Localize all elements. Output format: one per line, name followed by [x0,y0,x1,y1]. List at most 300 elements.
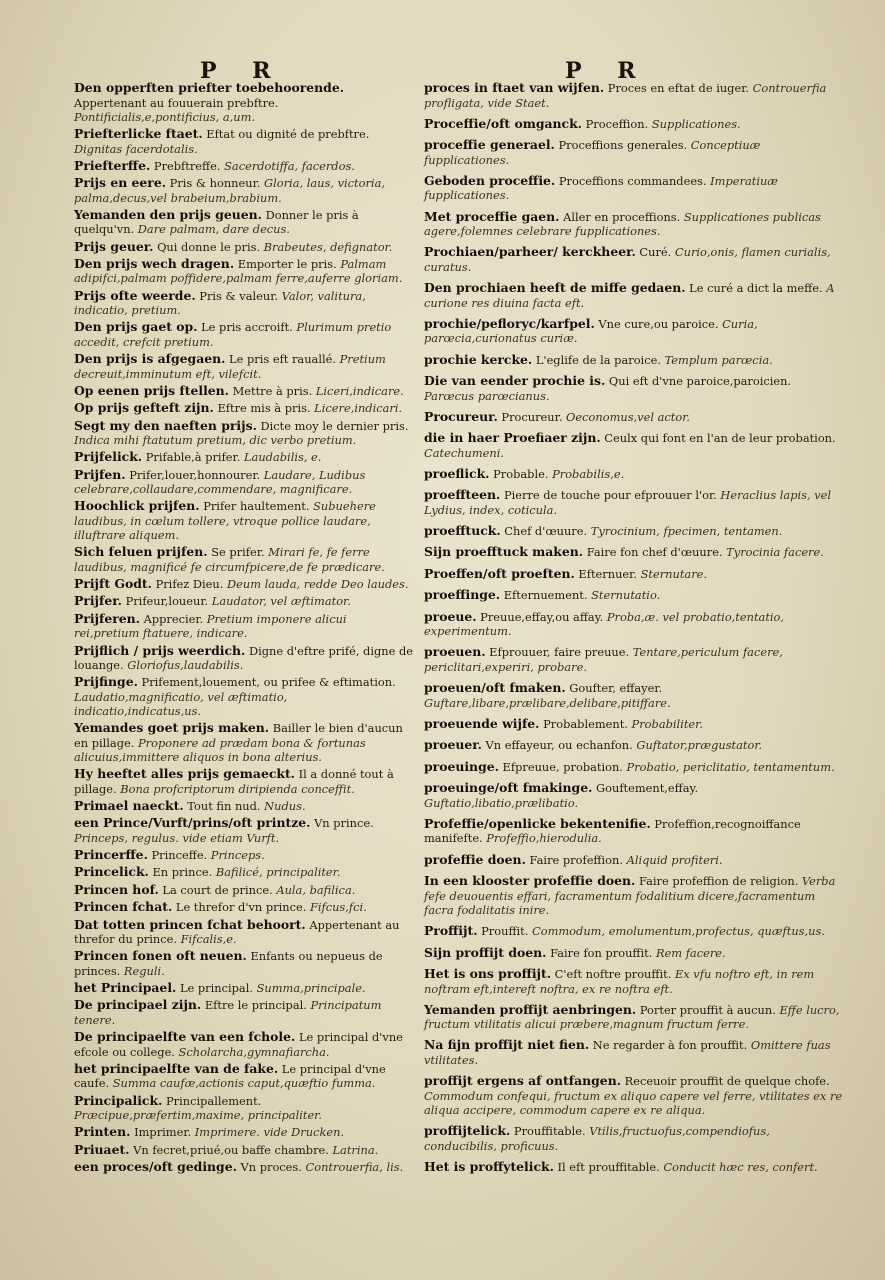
entry-french: Vn proces. [236,1159,302,1174]
dictionary-entry [74,1061,414,1091]
dictionary-entry [74,864,414,880]
entry-latin: Laudabilis, e. [240,450,322,465]
entry-french: Enfants ou nepueus de princes. [74,949,383,978]
dictionary-entry [424,80,844,110]
dictionary-entry [424,587,844,603]
entry-latin: Præcipue,præfertim,maxime, principaliter. [74,1108,322,1123]
entry-french: Prouffitable. [510,1124,586,1139]
entry-french: Vn effayeur, ou echanfon. [481,738,633,753]
entry-french: Le pris eft rauallé. [225,352,336,367]
entry-headword: Prijflich / prijs weerdich. [74,642,246,658]
entry-headword: Den prijs wech dragen. [74,255,235,271]
entry-french: C'eft noftre prouffit. [551,966,672,981]
entry-latin: Liceri,indicare. [312,383,404,398]
entry-latin: Indica mihi ftatutum pretium, dic verbo pretium. [74,433,357,448]
dictionary-entry [424,173,844,203]
dictionary-entry [74,611,414,641]
dictionary-entry [424,1037,844,1067]
entry-french: Pierre de touche pour efprouuer l'or. [500,488,717,503]
entry-headword: Prijs en eere. [74,175,167,191]
dictionary-entry [74,126,414,156]
entry-latin: Dignitas facerdotalis. [74,141,198,156]
entry-headword: Priefterffe. [74,157,151,173]
entry-headword: Proeffen/oft proeften. [424,565,575,581]
entry-latin: Guftator,prægustator. [632,738,763,753]
entry-latin: Guftatio,libatio,prælibatio. [424,795,579,810]
entry-latin: Verba fefe deuouentis effari, facramentum fodalitium dicere,facramentum facra fodalitatis inire. [424,874,836,917]
entry-headword: die in haer Proefiaer zijn. [424,430,601,446]
dictionary-entry [74,576,414,592]
entry-french: Pris & honneur. [166,176,261,191]
entry-french: Le principal d'vne efcole ou college. [74,1030,403,1059]
running-header-left: P R [200,58,285,84]
entry-latin: Catechumeni. [424,445,505,460]
entry-headword: Prijfinge. [74,674,138,690]
dictionary-entry [74,207,414,237]
entry-headword: proeffteen. [424,487,501,503]
entry-latin: Tentare,periculum facere, periclitari,experiri, probare. [424,645,783,675]
entry-french: Il eft prouffitable. [553,1159,660,1174]
entry-latin: Conceptiuæ fupplicationes. [424,138,761,167]
entry-latin: Commodum, emolumentum,profectus, quæftus,us. [528,924,825,939]
entry-headword: een proces/oft gedinge. [74,1158,237,1174]
entry-headword: Prijfen. [74,466,126,482]
entry-headword: proces in ftaet van wijfen. [424,80,605,95]
entry-headword: In een klooster profeffie doen. [424,873,636,889]
dictionary-entry [424,1123,844,1153]
entry-latin: Gloriofus,laudabilis. [123,658,244,673]
entry-latin: Palmam adipifci,palmam poffidere,palmam ferre,auferre gloriam. [74,256,403,286]
entry-french: Prifable,à prifer. [142,450,241,465]
entry-french: Vne cure,ou paroice. [594,316,719,331]
entry-headword: Het is proffytelick. [424,1158,554,1174]
entry-latin: Controuerfia, lis. [301,1159,404,1174]
entry-french: Efprouuer, faire preuue. [485,645,630,660]
dictionary-entry [424,923,844,939]
dictionary-entry [74,917,414,947]
dictionary-entry [424,945,844,961]
entry-latin: Imprimere. vide Drucken. [191,1125,345,1140]
entry-headword: Yemandes goet prijs maken. [74,720,270,736]
entry-headword: Profeffie/openlicke bekentenifie. [424,815,651,831]
entry-headword: De principaelfte van een fchole. [74,1029,296,1045]
entry-latin: Pretium decreuit,imminutum eft, vilefcit. [74,352,386,381]
dictionary-entry [74,1159,414,1175]
entry-french: Appertenant au threfor du prince. [74,917,400,947]
entry-latin: Pretium imponere alicui rei,pretium ftatuere, indicare. [74,611,347,641]
entry-french: Apprecier. [139,611,204,626]
running-header-right: P R [565,58,650,84]
entry-french: Proceffions commandees. [555,173,707,188]
entry-latin: Parœcus parœcianus. [424,388,550,403]
entry-french: Faire fon prouffit. [546,945,653,960]
entry-latin: Supplicationes. [648,116,741,131]
entry-french: Curé. [635,245,672,260]
entry-headword: proceffie generael. [424,137,555,153]
dictionary-entry [74,980,414,996]
entry-headword: Dat totten princen fchat behoort. [74,916,306,932]
entry-headword: Sijn proefftuck maken. [424,544,584,560]
entry-headword: Op prijs gefteft zijn. [74,400,214,416]
right-column [424,80,844,1175]
dictionary-entry [424,316,844,346]
dictionary-entry [424,409,844,425]
entry-latin: Probabiliter. [627,716,703,731]
dictionary-entry [424,680,844,710]
entry-french: Probable. [489,466,549,481]
entry-latin: Proponere ad prædam bona & fortunas alicuius,immittere aliquos in bona alterius. [74,735,366,765]
entry-french: Imprimer. [130,1125,192,1140]
entry-latin: Imperatiuæ fupplicationes. [424,173,778,203]
dictionary-entry [74,158,414,174]
entry-headword: Priefterlicke ftaet. [74,126,203,142]
entry-french: Le threfor d'vn prince. [172,900,307,915]
entry-french: Eftre le principal. [201,998,307,1013]
dictionary-entry [74,467,414,497]
entry-headword: Hoochlick prijfen. [74,498,200,514]
dictionary-entry [74,593,414,609]
entry-french: Efternuement. [500,588,588,603]
entry-french: Goufter, effayer. [565,681,663,696]
entry-headword: Principalick. [74,1092,163,1108]
entry-headword: Den opperften priefter toebehoorende. [74,80,345,95]
entry-headword: proeuende wijfe. [424,715,540,731]
entry-french: Qui eft d'vne paroice,paroicien. [605,373,792,388]
dictionary-entry [424,487,844,517]
dictionary-entry [424,852,844,868]
dictionary-entry [74,1124,414,1140]
entry-headword: proffijtelick. [424,1123,511,1139]
entry-latin: Nudus. [260,798,306,813]
entry-headword: Met proceffie gaen. [424,208,560,224]
entry-headword: Procureur. [424,408,498,424]
entry-latin: Bafilicé, principaliter. [212,865,341,880]
entry-headword: een Prince/Vurft/prins/oft printze. [74,815,311,831]
entry-french: Faire fon chef d'œuure. [583,545,723,560]
entry-latin: Vtilis,fructuofus,compendiofus, conducibilis, proficuus. [424,1124,770,1153]
entry-latin: Summa caufæ,actionis caput,quæftio fumma. [109,1076,376,1091]
entry-latin: Commodum confequi, fructum ex aliquo capere vel ferre, vtilitates ex re aliqua accipere, commodum capere ex re aliqua. [424,1088,843,1118]
entry-french: Preuue,effay,ou affay. [476,609,604,624]
dictionary-entry [424,116,844,132]
entry-french: La court de prince. [158,882,273,897]
dictionary-entry [424,1073,844,1117]
entry-latin: Aula, bafilica. [272,882,356,897]
dictionary-entry [424,1002,844,1032]
entry-french: Efpreuue, probation. [498,759,623,774]
entry-headword: Prijs ofte weerde. [74,287,196,303]
entry-headword: proeffinge. [424,587,501,603]
dictionary-entry [424,759,844,775]
entry-french: Receuoir prouffit de quelque chofe. [621,1074,830,1089]
entry-latin: Plurimum pretio accedit, crefcit pretium. [74,320,392,349]
entry-headword: Die van eender prochie is. [424,372,606,388]
entry-latin: Summa,principale. [252,981,366,995]
entry-headword: Prijfelick. [74,449,143,465]
entry-latin: Bona profcriptorum diripienda conceffit. [116,781,355,796]
entry-headword: Den prijs gaet op. [74,319,198,335]
dictionary-entry [74,847,414,863]
entry-latin: Principatum tenere. [74,998,382,1027]
entry-french: Probablement. [539,716,628,731]
dictionary-entry [74,256,414,286]
dictionary-entry [424,737,844,753]
entry-headword: Geboden proceffie. [424,172,556,188]
entry-headword: Sich feluen prijfen. [74,544,208,560]
entry-latin: Effe lucro, fructum vtilitatis alicui præbere,magnum fructum ferre. [424,1002,840,1032]
entry-latin: Conducit hæc res, confert. [659,1159,818,1174]
dictionary-entry [424,137,844,167]
entry-french: Faire profeffion de religion. [635,874,799,889]
entry-latin: Latrina. [328,1142,379,1157]
dictionary-entry [74,498,414,542]
dictionary-entry [74,948,414,978]
dictionary-entry [74,239,414,255]
entry-latin: Dare palmam, dare decus. [134,222,290,237]
entry-latin: Pontificialis,e,pontificius, a,um. [74,109,256,124]
entry-headword: proeflick. [424,465,490,481]
entry-latin: Curio,onis, flamen curialis, curatus. [424,245,831,274]
entry-headword: proefftuck. [424,523,501,539]
entry-latin: Sternutatio. [587,588,661,603]
entry-headword: Proceffie/oft omganck. [424,115,582,131]
entry-latin: Mirari fe, fe ferre laudibus, magnificé fe circumfpicere,de fe prædicare. [74,545,385,574]
entry-french: Qui donne le pris. [153,239,261,254]
entry-headword: proeuen. [424,644,486,660]
entry-french: Emporter le pris. [234,256,337,271]
entry-headword: Prijfer. [74,593,122,609]
entry-latin: Tyrocinia facere. [722,545,824,560]
entry-headword: proffijt ergens af ontfangen. [424,1073,622,1089]
entry-headword: Yemanden proffijt aenbringen. [424,1001,637,1017]
entry-headword: Op eenen prijs ftellen. [74,382,229,398]
entry-latin: Reguli. [120,963,165,978]
dictionary-entry [74,418,414,448]
entry-headword: proeuinge/oft fmakinge. [424,780,593,796]
entry-french: Principallement. [162,1093,262,1108]
dictionary-entry [74,997,414,1027]
entry-latin: Probabilis,e. [548,466,625,481]
entry-french: En prince. [148,865,213,880]
entry-headword: De principael zijn. [74,997,202,1013]
entry-french: Ne regarder à fon prouffit. [589,1038,748,1053]
entry-headword: Princelick. [74,864,149,880]
entry-latin: Controuerfia profligata, vide Staet. [424,81,827,110]
entry-french: Il a donné tout à pillage. [74,767,394,796]
dictionary-entry [424,644,844,674]
dictionary-entry [74,674,414,718]
dictionary-entry [74,643,414,673]
entry-latin: Valor, valitura, indicatio, pretium. [74,288,366,318]
entry-headword: Prochiaen/parheer/ kerckheer. [424,244,636,260]
entry-latin: Guftare,libare,prælibare,delibare,pitiffare. [424,695,671,710]
entry-latin: Sacerdotiffa, facerdos. [220,158,355,173]
entry-headword: prochie/pefloryc/karfpel. [424,315,595,331]
entry-headword: Princen fchat. [74,899,173,915]
entry-french: Vn prince. [310,816,374,831]
dictionary-entry [74,80,414,124]
entry-latin: Princeps, regulus. vide etiam Vurft. [74,830,280,845]
dictionary-entry [74,544,414,574]
entry-headword: prochie kercke. [424,351,533,367]
entry-headword: Prijferen. [74,610,140,626]
entry-latin: Scholarcha,gymnafiarcha. [174,1044,330,1059]
entry-latin: Oeconomus,vel actor. [562,409,691,424]
entry-french: Dicte moy le dernier pris. [256,418,409,433]
entry-french: Efternuer. [574,566,637,581]
entry-latin: Omittere fuas vtilitates. [424,1038,831,1067]
dictionary-entry [74,1142,414,1158]
dictionary-entry [424,609,844,639]
entry-french: Pris & valeur. [195,288,279,303]
dictionary-entry [424,209,844,239]
entry-headword: Printen. [74,1124,131,1140]
dictionary-entry [424,544,844,560]
entry-french: Mettre à pris. [228,383,313,398]
dictionary-entry [424,966,844,996]
entry-headword: proeue. [424,608,477,624]
dictionary-entry [424,280,844,310]
dictionary-entry [424,780,844,810]
dictionary-entry [74,798,414,814]
entry-headword: Priuaet. [74,1141,130,1157]
entry-french: Digne d'eftre prifé, digne de louange. [74,643,414,673]
entry-latin: Profeffio,hierodulia. [482,831,602,846]
entry-headword: Proffijt. [424,923,478,939]
entry-french: Le principal d'vne caufe. [74,1061,386,1091]
entry-french: Le curé a dict la meffe. [685,281,823,296]
entry-french: Prifeur,loueur. [121,594,209,609]
entry-french: Le pris accroift. [197,320,293,335]
dictionary-entry [74,882,414,898]
entry-french: Proceffion. [581,116,649,131]
entry-latin: Supplicationes publicas agere,folemnes celebrare fupplicationes. [424,209,821,239]
entry-french: Prifez Dieu. [151,577,224,592]
dictionary-entry [424,430,844,460]
left-column [74,80,414,1175]
entry-latin: Proba,æ. vel probatio,tentatio, experimentum. [424,609,785,639]
dictionary-entry [424,873,844,917]
dictionary-entry [74,720,414,764]
entry-french: Bailler le bien d'aucun en pillage. [74,721,403,750]
entry-french: Vn fecret,priué,ou baffe chambre. [129,1142,329,1157]
dictionary-entry [74,400,414,416]
dictionary-entry [424,716,844,732]
entry-latin: Sternutare. [636,566,708,581]
entry-latin: Princeps. [207,848,265,863]
entry-latin: Heraclius lapis, vel Lydius, index, coticula. [424,488,832,517]
entry-headword: Den prochiaen heeft de miffe gedaen. [424,280,686,296]
dictionary-entry [74,449,414,465]
entry-french: Eftat ou dignité de prebftre. [202,127,370,142]
entry-french: Princeffe. [147,848,208,863]
entry-latin: Subuehere laudibus, in cœlum tollere, vtroque pollice laudare, illuftrare aliquem. [74,499,376,543]
entry-latin: Fifcalis,e. [176,932,237,947]
entry-latin: Aliquid profiteri. [622,852,723,867]
entry-headword: proeuen/oft fmaken. [424,680,566,696]
entry-french: Chef d'œuure. [500,524,588,539]
entry-headword: proeuinge. [424,758,499,774]
entry-french: Prebftreffe. [150,158,221,173]
entry-french: L'eglife de la paroice. [532,352,661,367]
dictionary-entry [424,816,844,846]
entry-french: Porter prouffit à aucun. [636,1002,776,1017]
entry-french: Le principal. [176,981,253,995]
entry-french: Proceffions generales. [554,138,688,153]
entry-latin: Licere,indicari. [310,401,403,416]
entry-french: Procureur. [497,409,563,424]
entry-latin: Laudatio,magnificatio, vel æftimatio, indicatio,indicatus,us. [74,689,288,719]
entry-headword: Primael naeckt. [74,797,184,813]
entry-headword: Sijn proffijt doen. [424,944,547,960]
entry-latin: Templum parœcia. [660,352,773,367]
entry-french: Appertenant au fouuerain prebftre. [74,95,279,110]
dictionary-entry [74,175,414,205]
entry-french: Gouftement,effay. [592,781,699,796]
entry-latin: Laudare, Ludibus celebrare,collaudare,commendare, magnificare. [74,467,366,497]
entry-headword: het principaelfte van de fake. [74,1060,279,1076]
entry-latin: Probatio, periclitatio, tentamentum. [622,759,835,774]
entry-french: Ceulx qui font en l'an de leur probation. [600,431,836,446]
dictionary-entry [74,383,414,399]
entry-headword: Princen fonen oft neuen. [74,948,247,964]
entry-latin: Fifcus,fci. [306,900,367,915]
dictionary-entry [424,373,844,403]
entry-headword: het Principael. [74,980,177,995]
entry-latin: Laudator, vel æftimator. [208,594,351,609]
entry-headword: Het is ons proffijt. [424,965,552,981]
dictionary-entry [424,352,844,368]
dictionary-entry [74,899,414,915]
entry-french: Faire profeffion. [525,852,623,867]
entry-french: Proces en eftat de iuger. [604,81,750,95]
entry-headword: Princerffe. [74,847,148,863]
dictionary-entry [74,351,414,381]
dictionary-entry [424,566,844,582]
entry-latin: Deum lauda, redde Deo laudes. [223,577,409,592]
dictionary-entry [424,244,844,274]
entry-latin: Ex vfu noftro eft, in rem noftram eft,intereft noftra, ex re noftra eft. [424,966,815,996]
entry-french: Tout fin nud. [183,798,261,813]
entry-headword: Na fijn proffijt niet fien. [424,1037,590,1053]
entry-french: Prifer,louer,honnourer. [125,467,261,482]
dictionary-entry [424,466,844,482]
dictionary-entry [74,1029,414,1059]
dictionary-entry [74,815,414,845]
entry-french: Eftre mis à pris. [213,401,311,416]
entry-latin: Gloria, laus, victoria, palma,decus,vel brabeium,brabium. [74,176,385,205]
entry-french: Prifement,louement, ou prifee & eftimation. [137,675,396,690]
entry-headword: Segt my den naeften prijs. [74,417,257,433]
dictionary-entry [424,1159,844,1175]
entry-french: Aller en proceffions. [559,209,681,224]
entry-french: Prifer haultement. [199,499,310,514]
entry-latin: Brabeutes, defignator. [260,239,393,254]
dictionary-entry [74,319,414,349]
entry-latin: A curione res diuina facta eft. [424,281,835,310]
entry-headword: profeffie doen. [424,851,526,867]
dictionary-entry [74,288,414,318]
entry-headword: Prijs geuer. [74,238,154,254]
dictionary-entry [74,766,414,796]
entry-headword: Princen hof. [74,881,159,897]
dictionary-entry [424,523,844,539]
entry-headword: Den prijs is afgegaen. [74,351,226,367]
entry-latin: Tyrocinium, fpecimen, tentamen. [587,524,783,539]
entry-headword: proeuer. [424,737,482,753]
entry-latin: Rem facere. [652,945,726,960]
entry-french: Prouffit. [477,924,529,939]
